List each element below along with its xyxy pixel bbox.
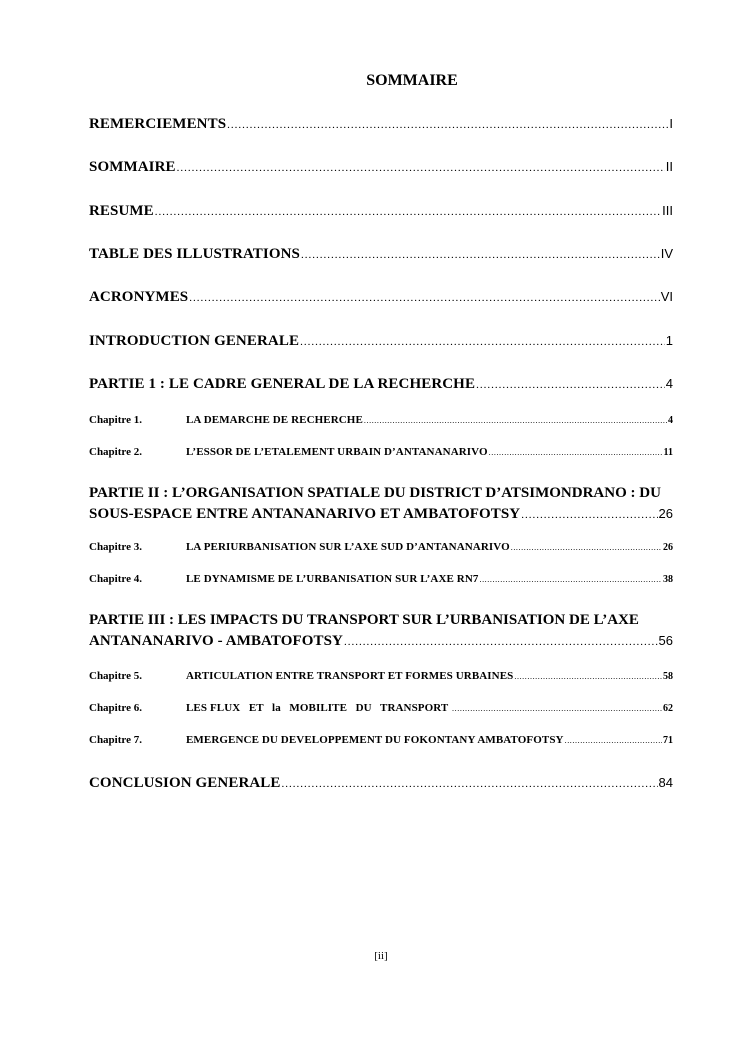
toc-page-number: 26 bbox=[658, 506, 673, 521]
toc-entry-partie-3[interactable] bbox=[89, 612, 673, 650]
dot-leader bbox=[344, 636, 658, 648]
toc-page-number: II bbox=[665, 159, 673, 174]
toc-entry-chapitre-4[interactable] bbox=[89, 573, 673, 585]
toc-entry-partie-2[interactable] bbox=[89, 485, 673, 523]
toc-title-line-2: ANTANANARIVO - AMBATOFOTSY bbox=[89, 633, 343, 649]
page-number-footer: [ii] bbox=[374, 950, 388, 962]
toc-page-number: IV bbox=[660, 246, 673, 261]
toc-title-line-1: PARTIE III : LES IMPACTS DU TRANSPORT SUR L’URBANISATION DE L’AXE bbox=[89, 612, 639, 628]
toc-title: ACRONYMES bbox=[89, 289, 189, 305]
toc-title: PARTIE 1 : LE CADRE GENERAL DE LA RECHERCHE bbox=[89, 376, 476, 392]
dot-leader bbox=[364, 416, 667, 425]
dot-leader bbox=[514, 672, 662, 681]
toc-entry-chapitre-1[interactable] bbox=[89, 414, 673, 426]
toc-title: SOMMAIRE bbox=[89, 159, 176, 175]
toc-page-number: 11 bbox=[663, 447, 673, 458]
toc-page-number: 71 bbox=[663, 735, 673, 746]
chapter-number: Chapitre 5. bbox=[89, 670, 142, 682]
chapter-number: Chapitre 4. bbox=[89, 573, 142, 585]
toc-page-number: III bbox=[662, 203, 673, 218]
dot-leader bbox=[476, 379, 665, 391]
toc-title: LES FLUX ET la MOBILITE DU TRANSPORT bbox=[186, 702, 452, 714]
dot-leader bbox=[511, 543, 662, 552]
toc-page-number: 58 bbox=[663, 671, 673, 682]
toc-entry-remerciements[interactable] bbox=[89, 116, 673, 133]
toc-title: EMERGENCE DU DEVELOPPEMENT DU FOKONTANY AMBATOFOTSY bbox=[186, 734, 564, 746]
toc-entry-illustrations[interactable] bbox=[89, 246, 673, 263]
dot-leader bbox=[521, 509, 657, 521]
chapter-number: Chapitre 6. bbox=[89, 702, 142, 714]
toc-page-number: I bbox=[669, 116, 673, 131]
toc-title-line-2-row bbox=[89, 506, 673, 523]
toc-entry-chapitre-6[interactable] bbox=[89, 702, 673, 714]
dot-leader bbox=[489, 448, 663, 457]
toc-page-number: 26 bbox=[663, 542, 673, 553]
toc-page-number: 62 bbox=[663, 703, 673, 714]
toc-title: LE DYNAMISME DE L’URBANISATION SUR L’AXE RN7 bbox=[186, 573, 479, 585]
toc-page-number: 4 bbox=[668, 415, 673, 426]
toc-title: INTRODUCTION GENERALE bbox=[89, 333, 300, 349]
dot-leader bbox=[189, 292, 659, 304]
toc-title: CONCLUSION GENERALE bbox=[89, 775, 281, 791]
toc-title: L’ESSOR DE L’ETALEMENT URBAIN D’ANTANANARIVO bbox=[186, 446, 488, 458]
dot-leader bbox=[155, 206, 661, 218]
dot-leader bbox=[177, 162, 665, 174]
toc-entry-chapitre-7[interactable] bbox=[89, 734, 673, 746]
toc-entry-conclusion[interactable] bbox=[89, 775, 673, 792]
toc-page-number: 4 bbox=[665, 376, 673, 391]
dot-leader bbox=[301, 249, 660, 261]
page-title: SOMMAIRE bbox=[366, 72, 458, 89]
toc-title: RESUME bbox=[89, 203, 154, 219]
toc-entry-chapitre-5[interactable] bbox=[89, 670, 673, 682]
toc-title: TABLE DES ILLUSTRATIONS bbox=[89, 246, 300, 262]
toc-entry-sommaire[interactable] bbox=[89, 159, 673, 176]
dot-leader bbox=[282, 778, 658, 790]
dot-leader bbox=[452, 704, 662, 713]
toc-page-number: 84 bbox=[658, 775, 673, 790]
toc-entry-chapitre-2[interactable] bbox=[89, 446, 673, 458]
dot-leader bbox=[565, 736, 662, 745]
toc-title: LA DEMARCHE DE RECHERCHE bbox=[186, 414, 363, 426]
chapter-number: Chapitre 3. bbox=[89, 541, 142, 553]
toc-title: ARTICULATION ENTRE TRANSPORT ET FORMES URBAINES bbox=[186, 670, 514, 682]
toc-title: LA PERIURBANISATION SUR L’AXE SUD D’ANTANANARIVO bbox=[186, 541, 510, 553]
toc-page-number: 38 bbox=[663, 574, 673, 585]
chapter-number: Chapitre 2. bbox=[89, 446, 142, 458]
toc-entry-partie-1[interactable] bbox=[89, 376, 673, 393]
toc-title: REMERCIEMENTS bbox=[89, 116, 227, 132]
toc-page-number: 56 bbox=[658, 633, 673, 648]
toc-entry-chapitre-3[interactable] bbox=[89, 541, 673, 553]
dot-leader bbox=[300, 336, 665, 348]
toc-page-number: VI bbox=[660, 289, 673, 304]
toc-title-line-1: PARTIE II : L’ORGANISATION SPATIALE DU DISTRICT D’ATSIMONDRANO : DU bbox=[89, 485, 661, 501]
toc-title-line-2: SOUS-ESPACE ENTRE ANTANANARIVO ET AMBATOFOTSY bbox=[89, 506, 521, 522]
dot-leader bbox=[227, 119, 668, 131]
toc-entry-acronymes[interactable] bbox=[89, 289, 673, 306]
chapter-number: Chapitre 7. bbox=[89, 734, 142, 746]
toc-entry-resume[interactable] bbox=[89, 203, 673, 220]
toc-page-number: 1 bbox=[665, 333, 673, 348]
toc-title-line-2-row bbox=[89, 633, 673, 650]
chapter-number: Chapitre 1. bbox=[89, 414, 142, 426]
dot-leader bbox=[479, 575, 662, 584]
toc-entry-introduction[interactable] bbox=[89, 333, 673, 350]
